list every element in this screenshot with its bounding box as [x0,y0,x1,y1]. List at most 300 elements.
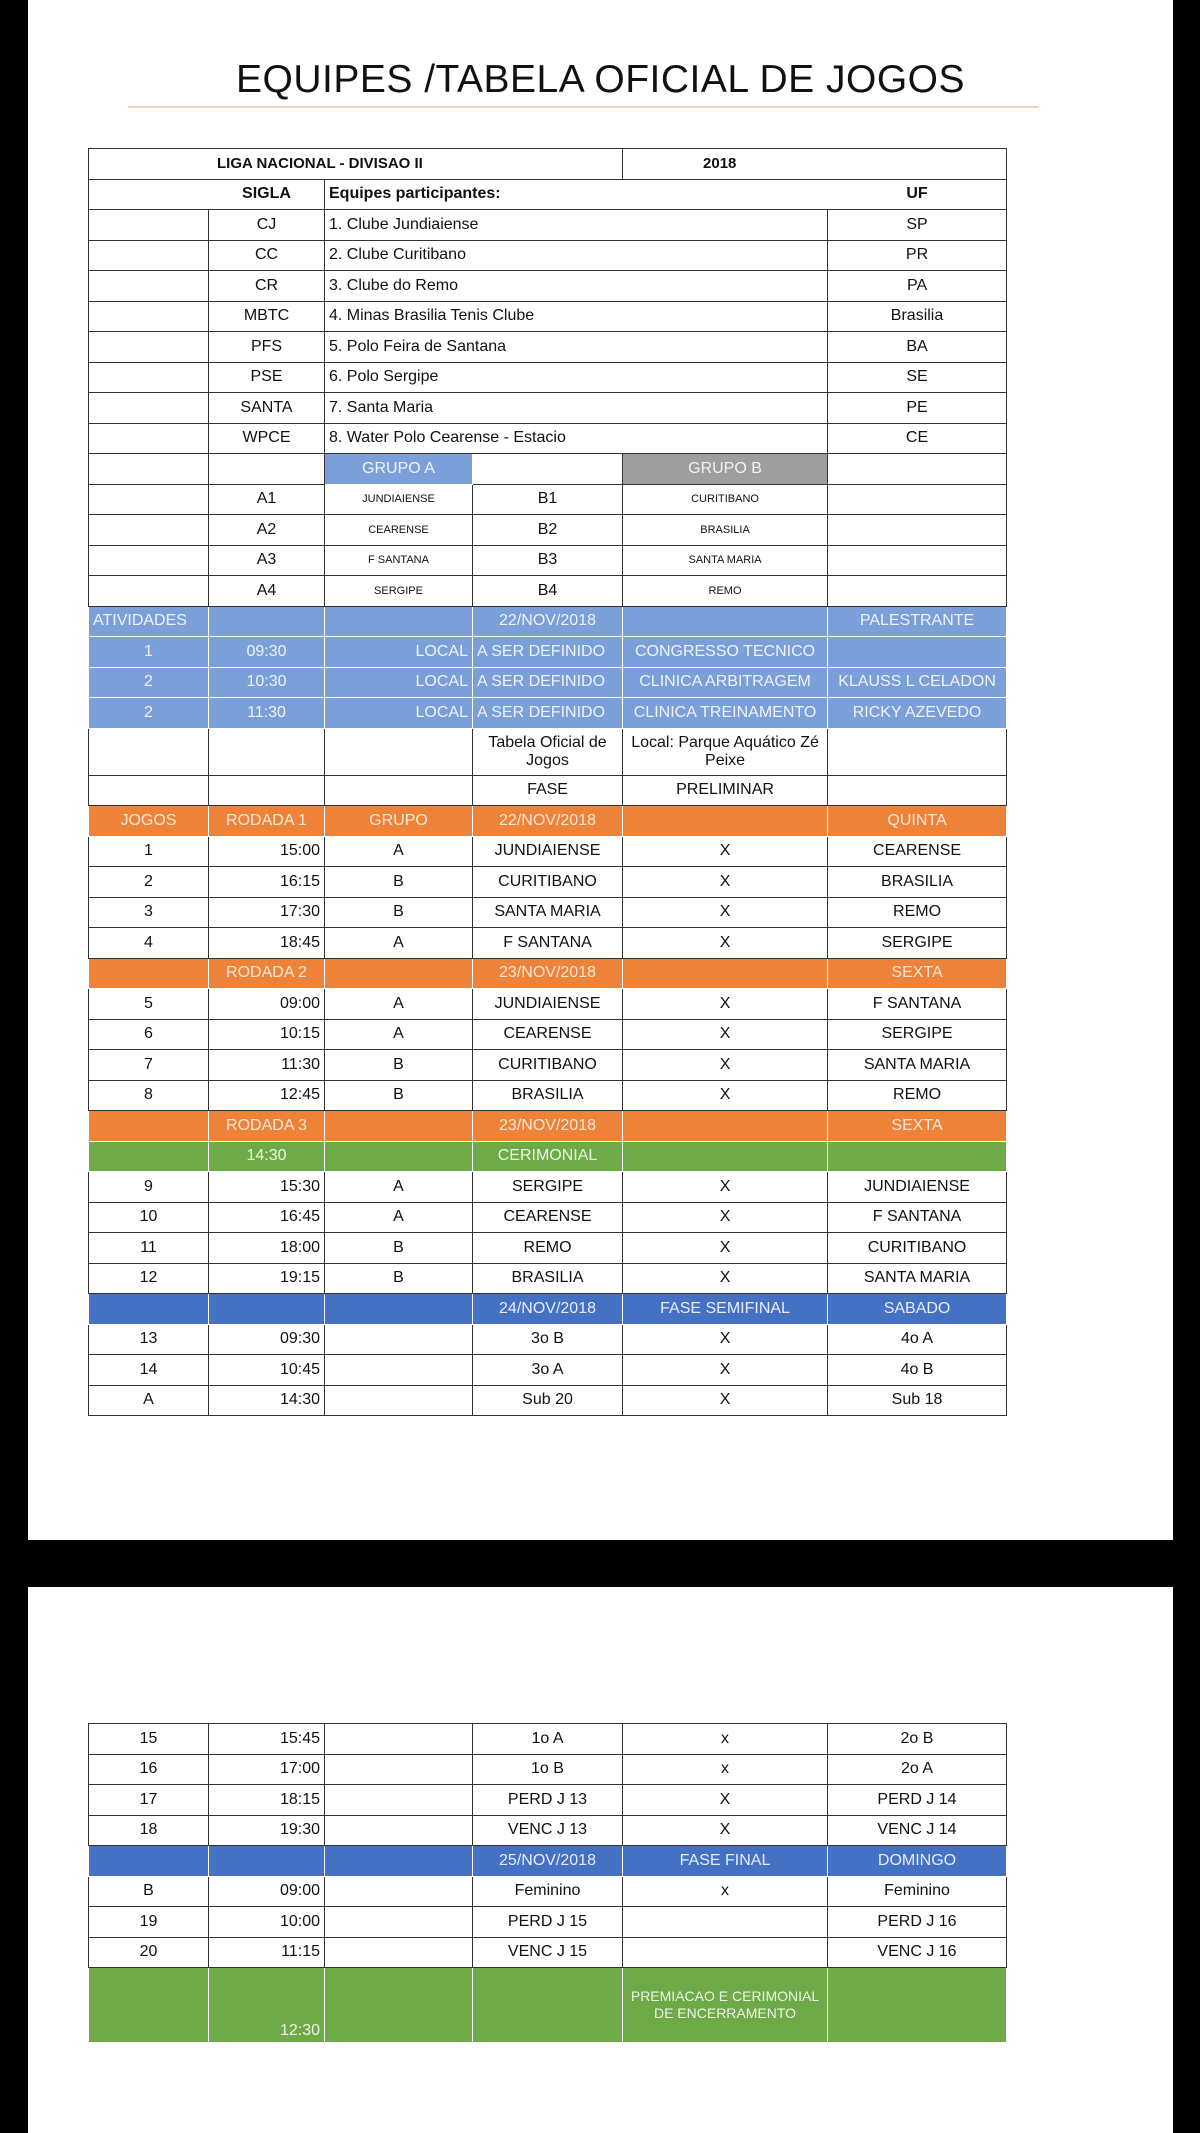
activity-name: CLINICA TREINAMENTO [623,698,828,729]
empty-cell [828,515,1007,546]
group-a-team: SERGIPE [325,576,473,607]
game-away-team: SANTA MARIA [828,1050,1007,1081]
game-home-team: BRASILIA [473,1080,623,1111]
game-row [89,1019,1007,1050]
team-sigla: CC [209,240,325,271]
empty-cell [828,775,1007,806]
empty-cell [89,1968,209,2043]
game-group: A [325,989,473,1020]
round-label: RODADA 2 [209,958,325,989]
empty-cell [325,1846,473,1877]
group-a-header: GRUPO A [325,454,473,485]
empty-cell [473,1968,623,2043]
game-row [89,1080,1007,1111]
game-number: 11 [89,1233,209,1264]
game-home-team: Feminino [473,1876,623,1907]
empty-cell [89,393,209,424]
group-b-position: B4 [473,576,623,607]
team-uf: PE [828,393,1007,424]
document-page-1 [28,0,1173,1540]
game-away-team: Feminino [828,1876,1007,1907]
game-versus: X [623,867,828,898]
phase-row [89,775,1007,806]
activity-place: A SER DEFINIDO [473,637,623,668]
game-group: B [325,1233,473,1264]
round-date: 23/NOV/2018 [473,1111,623,1142]
activity-speaker: KLAUSS L CELADON [828,667,1007,698]
game-time: 10:15 [209,1019,325,1050]
game-away-team: JUNDIAIENSE [828,1172,1007,1203]
game-home-team: SANTA MARIA [473,897,623,928]
game-time: 18:15 [209,1785,325,1816]
activity-name: CLINICA ARBITRAGEM [623,667,828,698]
game-row [89,989,1007,1020]
team-uf: Brasilia [828,301,1007,332]
game-number: 16 [89,1754,209,1785]
semifinal-day: SABADO [828,1294,1007,1325]
round-3-header [89,1111,1007,1142]
empty-cell [209,775,325,806]
game-number: 13 [89,1324,209,1355]
game-row [89,1202,1007,1233]
game-row [89,1172,1007,1203]
empty-cell [89,1111,209,1142]
activity-number: 2 [89,698,209,729]
league-name: LIGA NACIONAL - DIVISAO II [89,149,623,180]
game-time: 16:15 [209,867,325,898]
game-away-team: 2o B [828,1724,1007,1755]
team-row [89,393,1007,424]
schedule-table [88,148,1007,1416]
activities-section [89,606,1007,806]
empty-cell [89,576,209,607]
empty-cell [89,775,209,806]
group-a-position: A4 [209,576,325,607]
groups-section [89,454,1007,607]
game-away-team: F SANTANA [828,1202,1007,1233]
empty-cell [89,271,209,302]
empty-cell [89,515,209,546]
game-versus [623,1937,828,1968]
empty-cell [89,1141,209,1172]
game-row [89,1937,1007,1968]
games-label: JOGOS [89,806,209,837]
game-time: 09:00 [209,989,325,1020]
game-number: 12 [89,1263,209,1294]
game-home-team: 3o B [473,1324,623,1355]
empty-cell [623,958,828,989]
empty-cell [209,1846,325,1877]
group-a-position: A2 [209,515,325,546]
game-number: 15 [89,1724,209,1755]
game-versus: X [623,1815,828,1846]
team-sigla: CJ [209,210,325,241]
empty-cell [325,606,473,637]
game-versus: X [623,836,828,867]
game-versus: x [623,1876,828,1907]
activity-speaker: RICKY AZEVEDO [828,698,1007,729]
activity-number: 1 [89,637,209,668]
activity-time: 09:30 [209,637,325,668]
round-day: SEXTA [828,1111,1007,1142]
empty-cell [828,484,1007,515]
page-title: EQUIPES /TABELA OFICIAL DE JOGOS [235,58,966,101]
team-row [89,362,1007,393]
game-number: 1 [89,836,209,867]
game-versus: X [623,1385,828,1416]
empty-cell [209,1294,325,1325]
ceremony-row [89,1141,1007,1172]
game-versus: X [623,1172,828,1203]
game-number: 9 [89,1172,209,1203]
team-name: 2. Clube Curitibano [325,240,828,271]
team-sigla: SANTA [209,393,325,424]
team-sigla: WPCE [209,423,325,454]
speaker-header: PALESTRANTE [828,606,1007,637]
teams-header: Equipes participantes: [325,179,828,210]
schedule-location: Local: Parque Aquático Zé Peixe [623,728,828,775]
activity-local: LOCAL [325,667,473,698]
game-home-team: CURITIBANO [473,867,623,898]
empty-cell [209,606,325,637]
empty-cell [89,728,209,775]
empty-cell [325,1907,473,1938]
game-row [89,897,1007,928]
game-row [89,1324,1007,1355]
game-time: 10:45 [209,1355,325,1386]
empty-cell [623,1111,828,1142]
game-home-team: PERD J 15 [473,1907,623,1938]
game-group: A [325,1202,473,1233]
phase-label: FASE [473,775,623,806]
round-1-header [89,806,1007,837]
game-time: 15:30 [209,1172,325,1203]
empty-cell [325,1754,473,1785]
activity-name: CONGRESSO TECNICO [623,637,828,668]
empty-cell [623,606,828,637]
empty-cell [209,728,325,775]
team-name: 4. Minas Brasilia Tenis Clube [325,301,828,332]
game-away-team: SERGIPE [828,928,1007,959]
uf-header: UF [828,179,1007,210]
group-b-team: SANTA MARIA [623,545,828,576]
activity-row [89,698,1007,729]
empty-cell [89,1294,209,1325]
game-away-team: BRASILIA [828,867,1007,898]
game-group: A [325,928,473,959]
game-row [89,928,1007,959]
game-time: 09:30 [209,1324,325,1355]
round-day: QUINTA [828,806,1007,837]
teams-header-row [89,179,1007,210]
game-home-team: BRASILIA [473,1263,623,1294]
team-uf: BA [828,332,1007,363]
game-home-team: CEARENSE [473,1019,623,1050]
empty-cell [325,1141,473,1172]
game-group: A [325,1019,473,1050]
empty-cell [828,576,1007,607]
game-time: 19:15 [209,1263,325,1294]
team-uf: SP [828,210,1007,241]
empty-cell [89,301,209,332]
empty-cell [325,1111,473,1142]
game-versus: X [623,897,828,928]
game-number: 2 [89,867,209,898]
round-date: 22/NOV/2018 [473,806,623,837]
game-number: 8 [89,1080,209,1111]
group-label: GRUPO [325,806,473,837]
final-day: DOMINGO [828,1846,1007,1877]
team-row [89,210,1007,241]
document-page-2 [28,1587,1173,2133]
game-number: 4 [89,928,209,959]
game-away-team: 4o A [828,1324,1007,1355]
game-number: A [89,1385,209,1416]
game-row [89,1785,1007,1816]
empty-cell [89,332,209,363]
game-group: B [325,1050,473,1081]
activity-number: 2 [89,667,209,698]
game-group: A [325,836,473,867]
game-home-team: CURITIBANO [473,1050,623,1081]
game-away-team: PERD J 16 [828,1907,1007,1938]
sigla-header: SIGLA [209,179,325,210]
game-number: 5 [89,989,209,1020]
game-number: 18 [89,1815,209,1846]
group-row [89,576,1007,607]
empty-cell [89,484,209,515]
game-home-team: VENC J 15 [473,1937,623,1968]
closing-label: PREMIACAO E CERIMONIAL DE ENCERRAMENTO [623,1968,828,2043]
schedule-title: Tabela Oficial de Jogos [473,728,623,775]
activity-local: LOCAL [325,637,473,668]
team-uf: SE [828,362,1007,393]
game-versus: X [623,989,828,1020]
team-name: 6. Polo Sergipe [325,362,828,393]
games-section [89,806,1007,1416]
game-number: 14 [89,1355,209,1386]
game-row [89,1724,1007,1755]
group-b-team: BRASILIA [623,515,828,546]
empty-cell [828,728,1007,775]
activity-speaker [828,637,1007,668]
empty-cell [623,1141,828,1172]
game-row [89,836,1007,867]
game-versus [623,1907,828,1938]
game-row [89,1050,1007,1081]
game-home-team: Sub 20 [473,1385,623,1416]
game-time: 11:30 [209,1050,325,1081]
game-row [89,1907,1007,1938]
empty-cell [828,545,1007,576]
game-row [89,1233,1007,1264]
teams-list [89,210,1007,454]
group-a-team: JUNDIAIENSE [325,484,473,515]
game-row [89,1263,1007,1294]
empty-cell [325,1724,473,1755]
game-away-team: Sub 18 [828,1385,1007,1416]
group-row [89,515,1007,546]
group-b-position: B3 [473,545,623,576]
final-header [89,1846,1007,1877]
game-away-team: SERGIPE [828,1019,1007,1050]
game-home-team: JUNDIAIENSE [473,989,623,1020]
game-away-team: CEARENSE [828,836,1007,867]
group-b-team: CURITIBANO [623,484,828,515]
round-label: RODADA 3 [209,1111,325,1142]
game-home-team: 1o B [473,1754,623,1785]
game-away-team: SANTA MARIA [828,1263,1007,1294]
game-versus: X [623,1233,828,1264]
game-group: B [325,1080,473,1111]
game-time: 16:45 [209,1202,325,1233]
game-home-team: 1o A [473,1724,623,1755]
game-versus: x [623,1724,828,1755]
activity-place: A SER DEFINIDO [473,698,623,729]
league-year: 2018 [623,149,1007,180]
game-row [89,1754,1007,1785]
activity-row [89,637,1007,668]
semifinal-date: 24/NOV/2018 [473,1294,623,1325]
empty-cell [89,1846,209,1877]
activity-time: 10:30 [209,667,325,698]
group-row [89,545,1007,576]
game-versus: X [623,1050,828,1081]
empty-cell [325,1876,473,1907]
game-time: 15:45 [209,1724,325,1755]
group-a-team: F SANTANA [325,545,473,576]
round-day: SEXTA [828,958,1007,989]
team-name: 8. Water Polo Cearense - Estacio [325,423,828,454]
ceremony-label: CERIMONIAL [473,1141,623,1172]
game-time: 14:30 [209,1385,325,1416]
round-label: RODADA 1 [209,806,325,837]
team-row [89,423,1007,454]
empty-cell [89,958,209,989]
game-time: 19:30 [209,1815,325,1846]
team-sigla: PFS [209,332,325,363]
game-versus: x [623,1754,828,1785]
group-b-team: REMO [623,576,828,607]
schedule-table-continued [88,1723,1007,2043]
round-2-header [89,958,1007,989]
game-home-team: CEARENSE [473,1202,623,1233]
activities-date: 22/NOV/2018 [473,606,623,637]
game-number: 3 [89,897,209,928]
game-number: 6 [89,1019,209,1050]
schedule-info-row [89,728,1007,775]
empty-cell [325,1385,473,1416]
game-home-team: JUNDIAIENSE [473,836,623,867]
final-date: 25/NOV/2018 [473,1846,623,1877]
closing-time: 12:30 [209,1968,325,2043]
empty-cell [828,1968,1007,2043]
game-away-team: CURITIBANO [828,1233,1007,1264]
team-row [89,332,1007,363]
team-name: 3. Clube do Remo [325,271,828,302]
group-row [89,484,1007,515]
team-uf: PR [828,240,1007,271]
game-away-team: VENC J 16 [828,1937,1007,1968]
empty-cell [89,545,209,576]
game-versus: X [623,1080,828,1111]
empty-cell [89,362,209,393]
empty-cell [89,210,209,241]
game-away-team: REMO [828,1080,1007,1111]
groups-header-row [89,454,1007,485]
closing-ceremony-row [89,1968,1007,2043]
empty-cell [325,958,473,989]
game-number: 10 [89,1202,209,1233]
game-versus: X [623,1324,828,1355]
game-group: B [325,897,473,928]
game-number: 7 [89,1050,209,1081]
game-time: 11:15 [209,1937,325,1968]
ceremony-time: 14:30 [209,1141,325,1172]
game-away-team: PERD J 14 [828,1785,1007,1816]
empty-cell [89,240,209,271]
games-section-continued [89,1724,1007,2043]
activity-row [89,667,1007,698]
game-group: A [325,1172,473,1203]
group-a-position: A3 [209,545,325,576]
game-number: 17 [89,1785,209,1816]
semifinal-phase: FASE SEMIFINAL [623,1294,828,1325]
team-sigla: CR [209,271,325,302]
group-a-team: CEARENSE [325,515,473,546]
activity-place: A SER DEFINIDO [473,667,623,698]
game-row [89,1876,1007,1907]
game-versus: X [623,1785,828,1816]
empty-cell [623,806,828,837]
game-away-team: VENC J 14 [828,1815,1007,1846]
game-time: 10:00 [209,1907,325,1938]
game-away-team: 4o B [828,1355,1007,1386]
empty-cell [325,1324,473,1355]
team-row [89,271,1007,302]
empty-cell [325,1937,473,1968]
empty-cell [89,423,209,454]
game-time: 15:00 [209,836,325,867]
game-time: 17:30 [209,897,325,928]
game-home-team: F SANTANA [473,928,623,959]
team-uf: PA [828,271,1007,302]
empty-cell [325,1785,473,1816]
final-phase: FASE FINAL [623,1846,828,1877]
game-time: 09:00 [209,1876,325,1907]
empty-cell [828,1141,1007,1172]
activities-label: ATIVIDADES [89,606,209,637]
league-row [89,149,1007,180]
game-versus: X [623,1355,828,1386]
game-time: 18:45 [209,928,325,959]
team-sigla: PSE [209,362,325,393]
empty-cell [325,1355,473,1386]
game-number: 20 [89,1937,209,1968]
team-name: 5. Polo Feira de Santana [325,332,828,363]
game-time: 12:45 [209,1080,325,1111]
empty-cell [325,775,473,806]
game-versus: X [623,928,828,959]
game-row [89,1355,1007,1386]
empty-cell [325,1968,473,2043]
team-name: 7. Santa Maria [325,393,828,424]
group-b-position: B2 [473,515,623,546]
game-away-team: 2o A [828,1754,1007,1785]
game-versus: X [623,1019,828,1050]
team-name: 1. Clube Jundiaiense [325,210,828,241]
group-b-position: B1 [473,484,623,515]
